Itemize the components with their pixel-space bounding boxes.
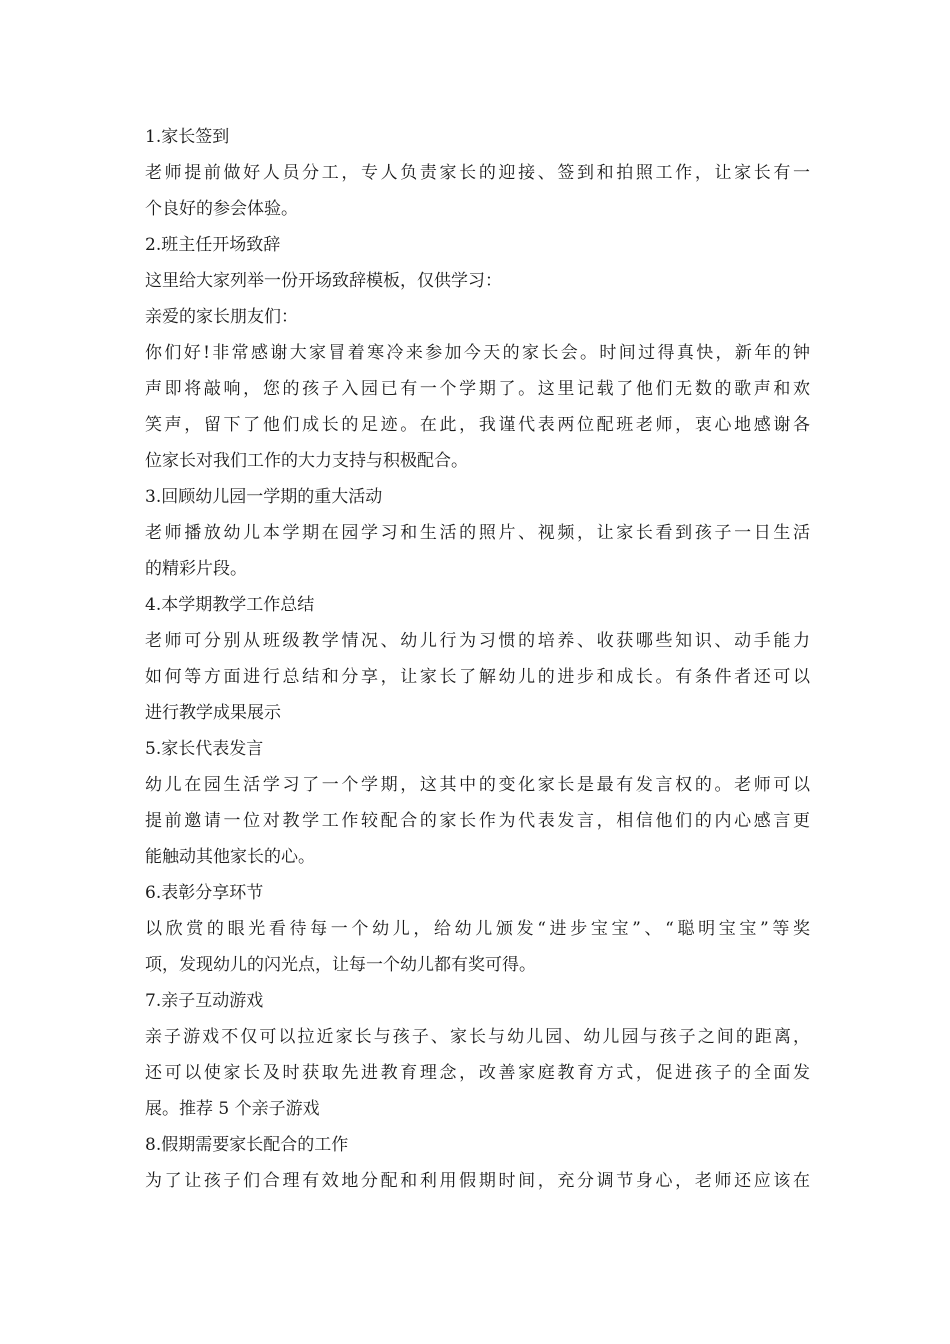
text-line: 亲子游戏不仅可以拉近家长与孩子、家长与幼儿园、幼儿园与孩子之间的距离，	[145, 1027, 810, 1047]
text-line: 3.回顾幼儿园一学期的重大活动	[145, 487, 383, 507]
text-line: 展。推荐 5 个亲子游戏	[145, 1099, 320, 1119]
text-line: 1.家长签到	[145, 127, 230, 147]
text-line: 幼儿在园生活学习了一个学期，这其中的变化家长是最有发言权的。老师可以	[145, 775, 810, 795]
text-line: 5.家长代表发言	[145, 739, 264, 759]
text-line: 声即将敲响，您的孩子入园已有一个学期了。这里记载了他们无数的歌声和欢	[145, 379, 810, 399]
text-line: 能触动其他家长的心。	[145, 847, 315, 867]
text-line: 为了让孩子们合理有效地分配和利用假期时间，充分调节身心，老师还应该在	[145, 1171, 810, 1191]
document-body	[145, 119, 810, 1199]
text-line: 亲爱的家长朋友们：	[145, 307, 298, 327]
text-line: 老师提前做好人员分工，专人负责家长的迎接、签到和拍照工作，让家长有一	[145, 163, 810, 183]
text-line: 6.表彰分享环节	[145, 883, 264, 903]
text-line: 7.亲子互动游戏	[145, 991, 264, 1011]
text-line: 以欣赏的眼光看待每一个幼儿，给幼儿颁发“进步宝宝”、“聪明宝宝”等奖	[145, 919, 810, 939]
text-line: 进行教学成果展示	[145, 703, 281, 723]
text-line: 的精彩片段。	[145, 559, 247, 579]
text-line: 这里给大家列举一份开场致辞模板，仅供学习：	[145, 271, 502, 291]
text-line: 8.假期需要家长配合的工作	[145, 1135, 349, 1155]
text-line: 个良好的参会体验。	[145, 199, 298, 219]
text-line: 笑声，留下了他们成长的足迹。在此，我谨代表两位配班老师，衷心地感谢各	[145, 415, 810, 435]
text-line: 你们好!非常感谢大家冒着寒冷来参加今天的家长会。时间过得真快，新年的钟	[145, 343, 810, 363]
text-line: 老师播放幼儿本学期在园学习和生活的照片、视频，让家长看到孩子一日生活	[145, 523, 810, 543]
text-line: 项，发现幼儿的闪光点，让每一个幼儿都有奖可得。	[145, 955, 536, 975]
text-line: 4.本学期教学工作总结	[145, 595, 315, 615]
text-line: 位家长对我们工作的大力支持与积极配合。	[145, 451, 468, 471]
text-line: 2.班主任开场致辞	[145, 235, 281, 255]
text-line: 提前邀请一位对教学工作较配合的家长作为代表发言，相信他们的内心感言更	[145, 811, 810, 831]
text-line: 老师可分别从班级教学情况、幼儿行为习惯的培养、收获哪些知识、动手能力	[145, 631, 810, 651]
text-line: 如何等方面进行总结和分享，让家长了解幼儿的进步和成长。有条件者还可以	[145, 667, 810, 687]
text-line: 还可以使家长及时获取先进教育理念，改善家庭教育方式，促进孩子的全面发	[145, 1063, 810, 1083]
